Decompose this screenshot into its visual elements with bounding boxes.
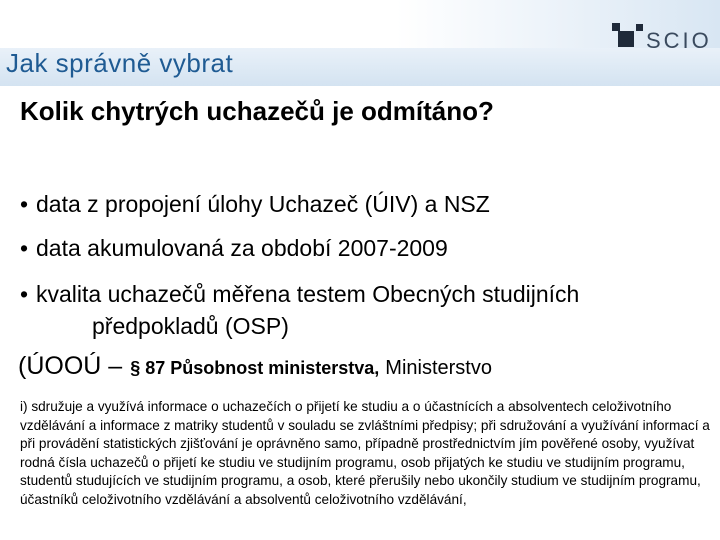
bullet-text-continuation: předpokladů (OSP) — [92, 313, 289, 339]
bullet-symbol: • — [20, 235, 29, 261]
law-paragraph: i) sdružuje a využívá informace o uchazečích o přijetí ke studiu a o účastnících a absolventech celoživotního vzdělávání a informace z matriky studentů v souladu se zvláštními předpisy; při sdružování a využívání informací a při provádění statistických zjišťování je oprávněno samo, případně prostřednictvím jím pověřené osoby, využívat rodná čísla uchazečů o přijetí ke studiu ve studijním programu, osob přijatých ke studiu ve studijním programu, studentů studujících ve studijním programu, a osob, které přerušily nebo ukončily studium ve studijním programu, účastníků celoživotního vzdělávání a absolventů celoživotního vzdělávání, — [20, 399, 710, 507]
bullet-symbol: • — [20, 281, 29, 307]
law-abbreviation: (ÚOOÚ – — [18, 352, 123, 380]
scio-logo — [612, 22, 716, 56]
law-reference — [18, 352, 492, 381]
section-subtitle: Jak správně vybrat — [6, 48, 234, 78]
logo-square-big — [618, 31, 634, 47]
bullet-symbol: • — [20, 191, 29, 217]
logo-text: SCIO — [646, 28, 712, 53]
bullet-text: data z propojení úlohy Uchazeč (ÚIV) a NSZ — [36, 191, 490, 217]
logo-square-tiny — [636, 24, 643, 31]
slide-title: Kolik chytrých uchazečů je odmítáno? — [20, 96, 494, 126]
logo-square-small — [612, 23, 620, 31]
bullet-item — [20, 232, 448, 264]
bullet-text: data akumulovaná za období 2007-2009 — [36, 235, 448, 261]
bullet-item — [20, 188, 490, 220]
law-authority: Ministerstvo — [385, 357, 492, 379]
law-section: § 87 Působnost ministerstva, — [130, 358, 380, 378]
bullet-item — [20, 278, 579, 310]
bullet-text: kvalita uchazečů měřena testem Obecných studijních — [36, 281, 580, 307]
